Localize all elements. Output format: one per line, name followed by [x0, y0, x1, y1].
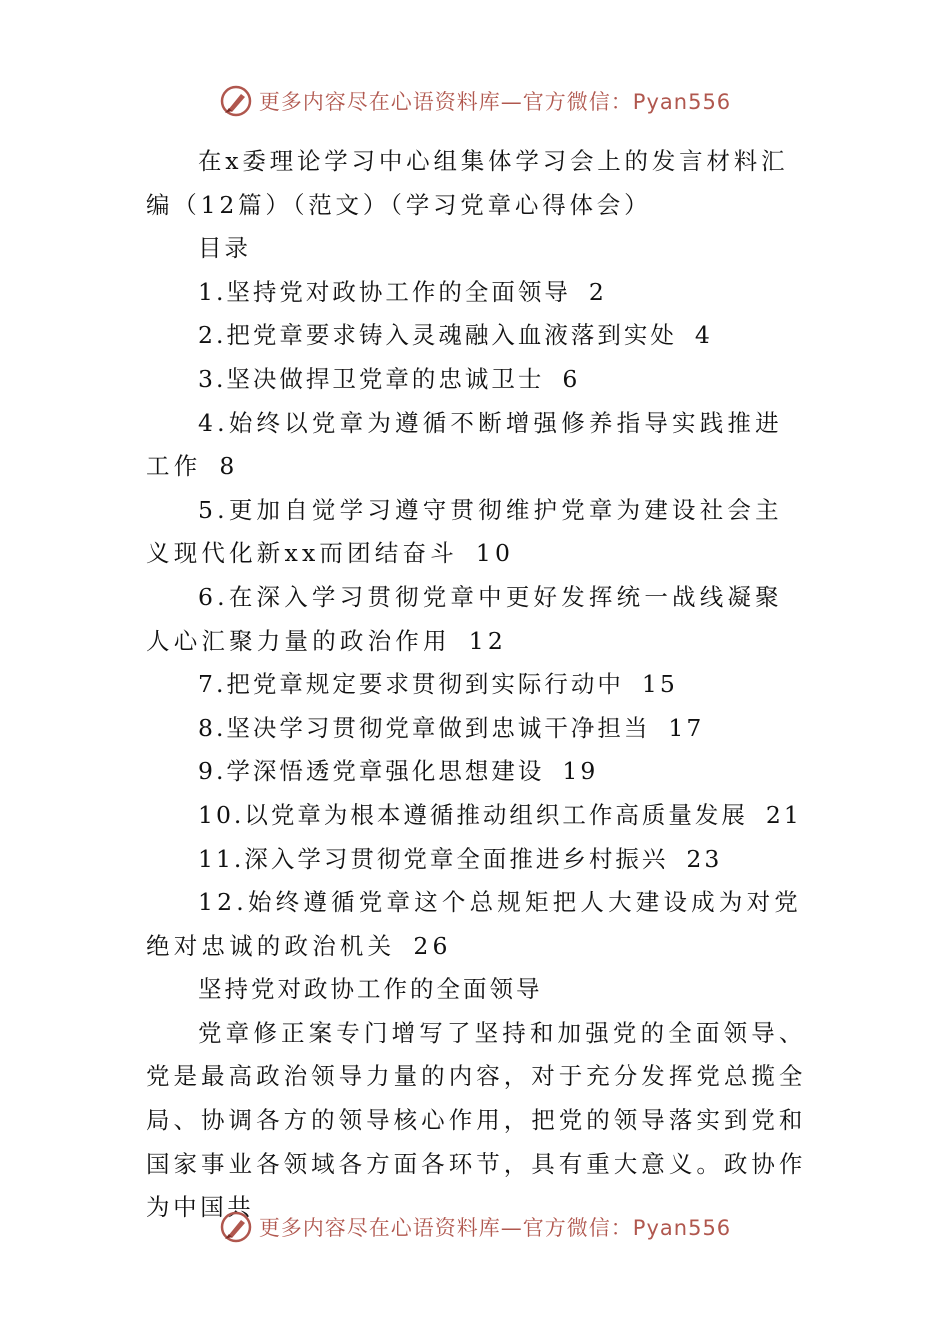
document-body	[146, 140, 806, 1230]
toc-item[interactable]: 6.在深入学习贯彻党章中更好发挥统一战线凝聚人心汇聚力量的政治作用 12	[146, 582, 783, 655]
banner-text: 更多内容尽在心语资料库—官方微信：Pyan556	[258, 1216, 732, 1240]
pen-logo-icon	[219, 84, 253, 118]
toc-item[interactable]: 12.始终遵循党章这个总规矩把人大建设成为对党绝对忠诚的政治机关 26	[146, 888, 802, 960]
pen-logo-icon	[219, 1210, 253, 1244]
toc-heading: 目录	[198, 234, 251, 263]
toc-item[interactable]: 7.把党章规定要求贯彻到实际行动中 15	[198, 670, 678, 699]
toc-item[interactable]: 8.坚决学习贯彻党章做到忠诚干净担当 17	[198, 713, 705, 742]
banner-text: 更多内容尽在心语资料库—官方微信：Pyan556	[258, 90, 732, 114]
toc-item[interactable]: 2.把党章要求铸入灵魂融入血液落到实处 4	[198, 321, 713, 350]
header-banner	[0, 84, 950, 118]
toc-item[interactable]: 5.更加自觉学习遵守贯彻维护党章为建设社会主义现代化新xx而团结奋斗 10	[146, 495, 783, 568]
toc-item[interactable]: 11.深入学习贯彻党章全面推进乡村振兴 23	[198, 844, 723, 873]
toc-item[interactable]: 1.坚持党对政协工作的全面领导 2	[198, 277, 607, 306]
footer-banner	[0, 1210, 950, 1244]
toc-item[interactable]: 10.以党章为根本遵循推动组织工作高质量发展 21	[198, 800, 802, 829]
toc-item[interactable]: 4.始终以党章为遵循不断增强修养指导实践推进工作 8	[146, 408, 783, 481]
section-heading: 坚持党对政协工作的全面领导	[198, 975, 543, 1004]
toc-item[interactable]: 9.学深悟透党章强化思想建设 19	[198, 757, 599, 786]
body-paragraph: 党章修正案专门增写了坚持和加强党的全面领导、党是最高政治领导力量的内容，对于充分发挥党总揽全局、协调各方的领导核心作用，把党的领导落实到党和国家事业各领域各方面各环节，具有重大意义。政协作为中国共	[146, 1018, 806, 1222]
table-of-contents	[146, 271, 806, 969]
toc-item[interactable]: 3.坚决做捍卫党章的忠诚卫士 6	[198, 364, 581, 393]
document-title: 在x委理论学习中心组集体学习会上的发言材料汇编（12篇）（范文）（学习党章心得体会）	[146, 147, 789, 219]
